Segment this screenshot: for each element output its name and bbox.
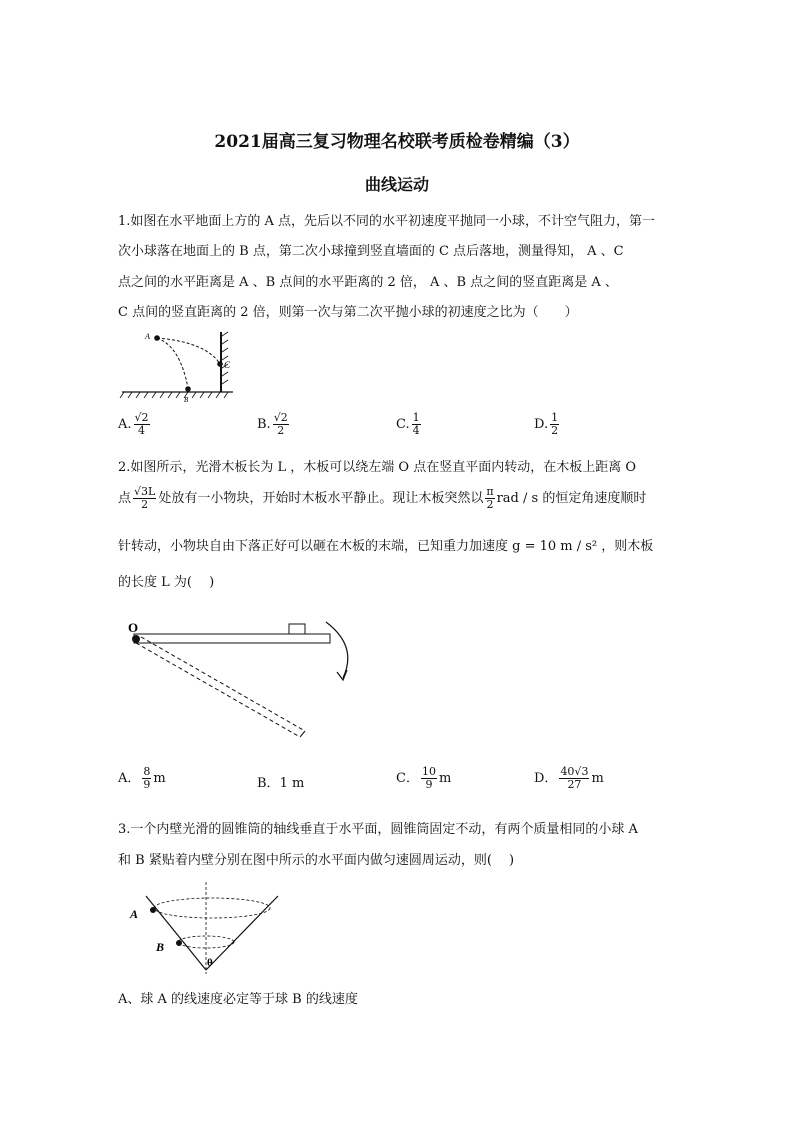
q2-option-b: B．1 m <box>257 776 305 791</box>
label-o: O <box>128 620 139 635</box>
q2-option-a: A． $\frac{8}{9}$ m <box>118 765 166 791</box>
block <box>289 624 305 634</box>
ball-a <box>150 907 156 913</box>
q3-figure <box>118 880 283 976</box>
q1-line-4: C 点间的竖直距离的 2 倍，则第一次与第二次平抛小球的初速度之比为（ ） <box>118 305 578 320</box>
page-subtitle: 曲线运动 <box>364 175 429 194</box>
q2-line-1: 2.如图所示，光滑木板长为 L ，木板可以绕左端 O 点在竖直平面内转动，在木板上距离 O <box>118 460 637 475</box>
label-b: B <box>184 396 189 404</box>
q1-option-d: D. $\frac{1}{2}$ <box>534 411 559 437</box>
point-a <box>154 335 160 341</box>
label-a: A <box>145 332 150 341</box>
label-c: C <box>224 360 231 370</box>
q1-option-b: B. $\frac{√2}{2}$ <box>257 411 288 437</box>
pivot-o <box>132 635 140 643</box>
ball-b <box>176 940 182 946</box>
q2-line-4: 的长度 L 为( ) <box>118 575 215 590</box>
point-c <box>217 361 223 367</box>
page-title: 2021届高三复习物理名校联考质检卷精编（3） <box>214 132 580 152</box>
q2-line-3: 针转动，小物块自由下落正好可以砸在木板的末端，已知重力加速度 g = 10 m / s² ，则木板 <box>118 539 654 554</box>
label-theta: θ <box>207 957 213 969</box>
rotation-arrow <box>326 622 348 678</box>
q3-option-a: A、球 A 的线速度必定等于球 B 的线速度 <box>118 992 358 1007</box>
q1-line-1: 1.如图在水平地面上方的 A 点，先后以不同的水平初速度平抛同一小球，不计空气阻力，第一 <box>118 214 656 229</box>
label-a: A <box>130 907 139 921</box>
q2-option-c: C． $\frac{10}{9}$ m <box>396 765 452 791</box>
q3-line-2: 和 B 紧贴着内壁分别在图中所示的水平面内做匀速圆周运动，则( ) <box>118 853 515 868</box>
label-b: B <box>156 940 165 954</box>
q1-figure <box>118 328 243 404</box>
q3-line-1: 3.一个内壁光滑的圆锥筒的轴线垂直于水平面，圆锥筒固定不动，有两个质量相同的小球 A <box>118 822 638 837</box>
q2-option-d: D． $\frac{40√3}{27}$ m <box>534 765 604 791</box>
q1-line-2: 次小球落在地面上的 B 点，第二次小球撞到竖直墙面的 C 点后落地，测量得知， A 、C <box>118 244 624 259</box>
q1-line-3: 点之间的水平距离是 A 、B 点间的水平距离的 2 倍， A 、B 点之间的竖直距离是 A 、 <box>118 275 618 290</box>
q1-option-c: C. $\frac{1}{4}$ <box>396 411 420 437</box>
q2-figure <box>122 618 362 753</box>
q2-line-2: 点 $\frac{√3L}{2}$ 处放有一小物块，开始时木板水平静止。现让木板突然以 $\frac{\pi}{2}$ rad / s 的恒定角速度顺时 <box>118 485 647 511</box>
q1-option-a: A. $\frac{√2}{4}$ <box>118 411 149 437</box>
point-b <box>185 386 191 392</box>
